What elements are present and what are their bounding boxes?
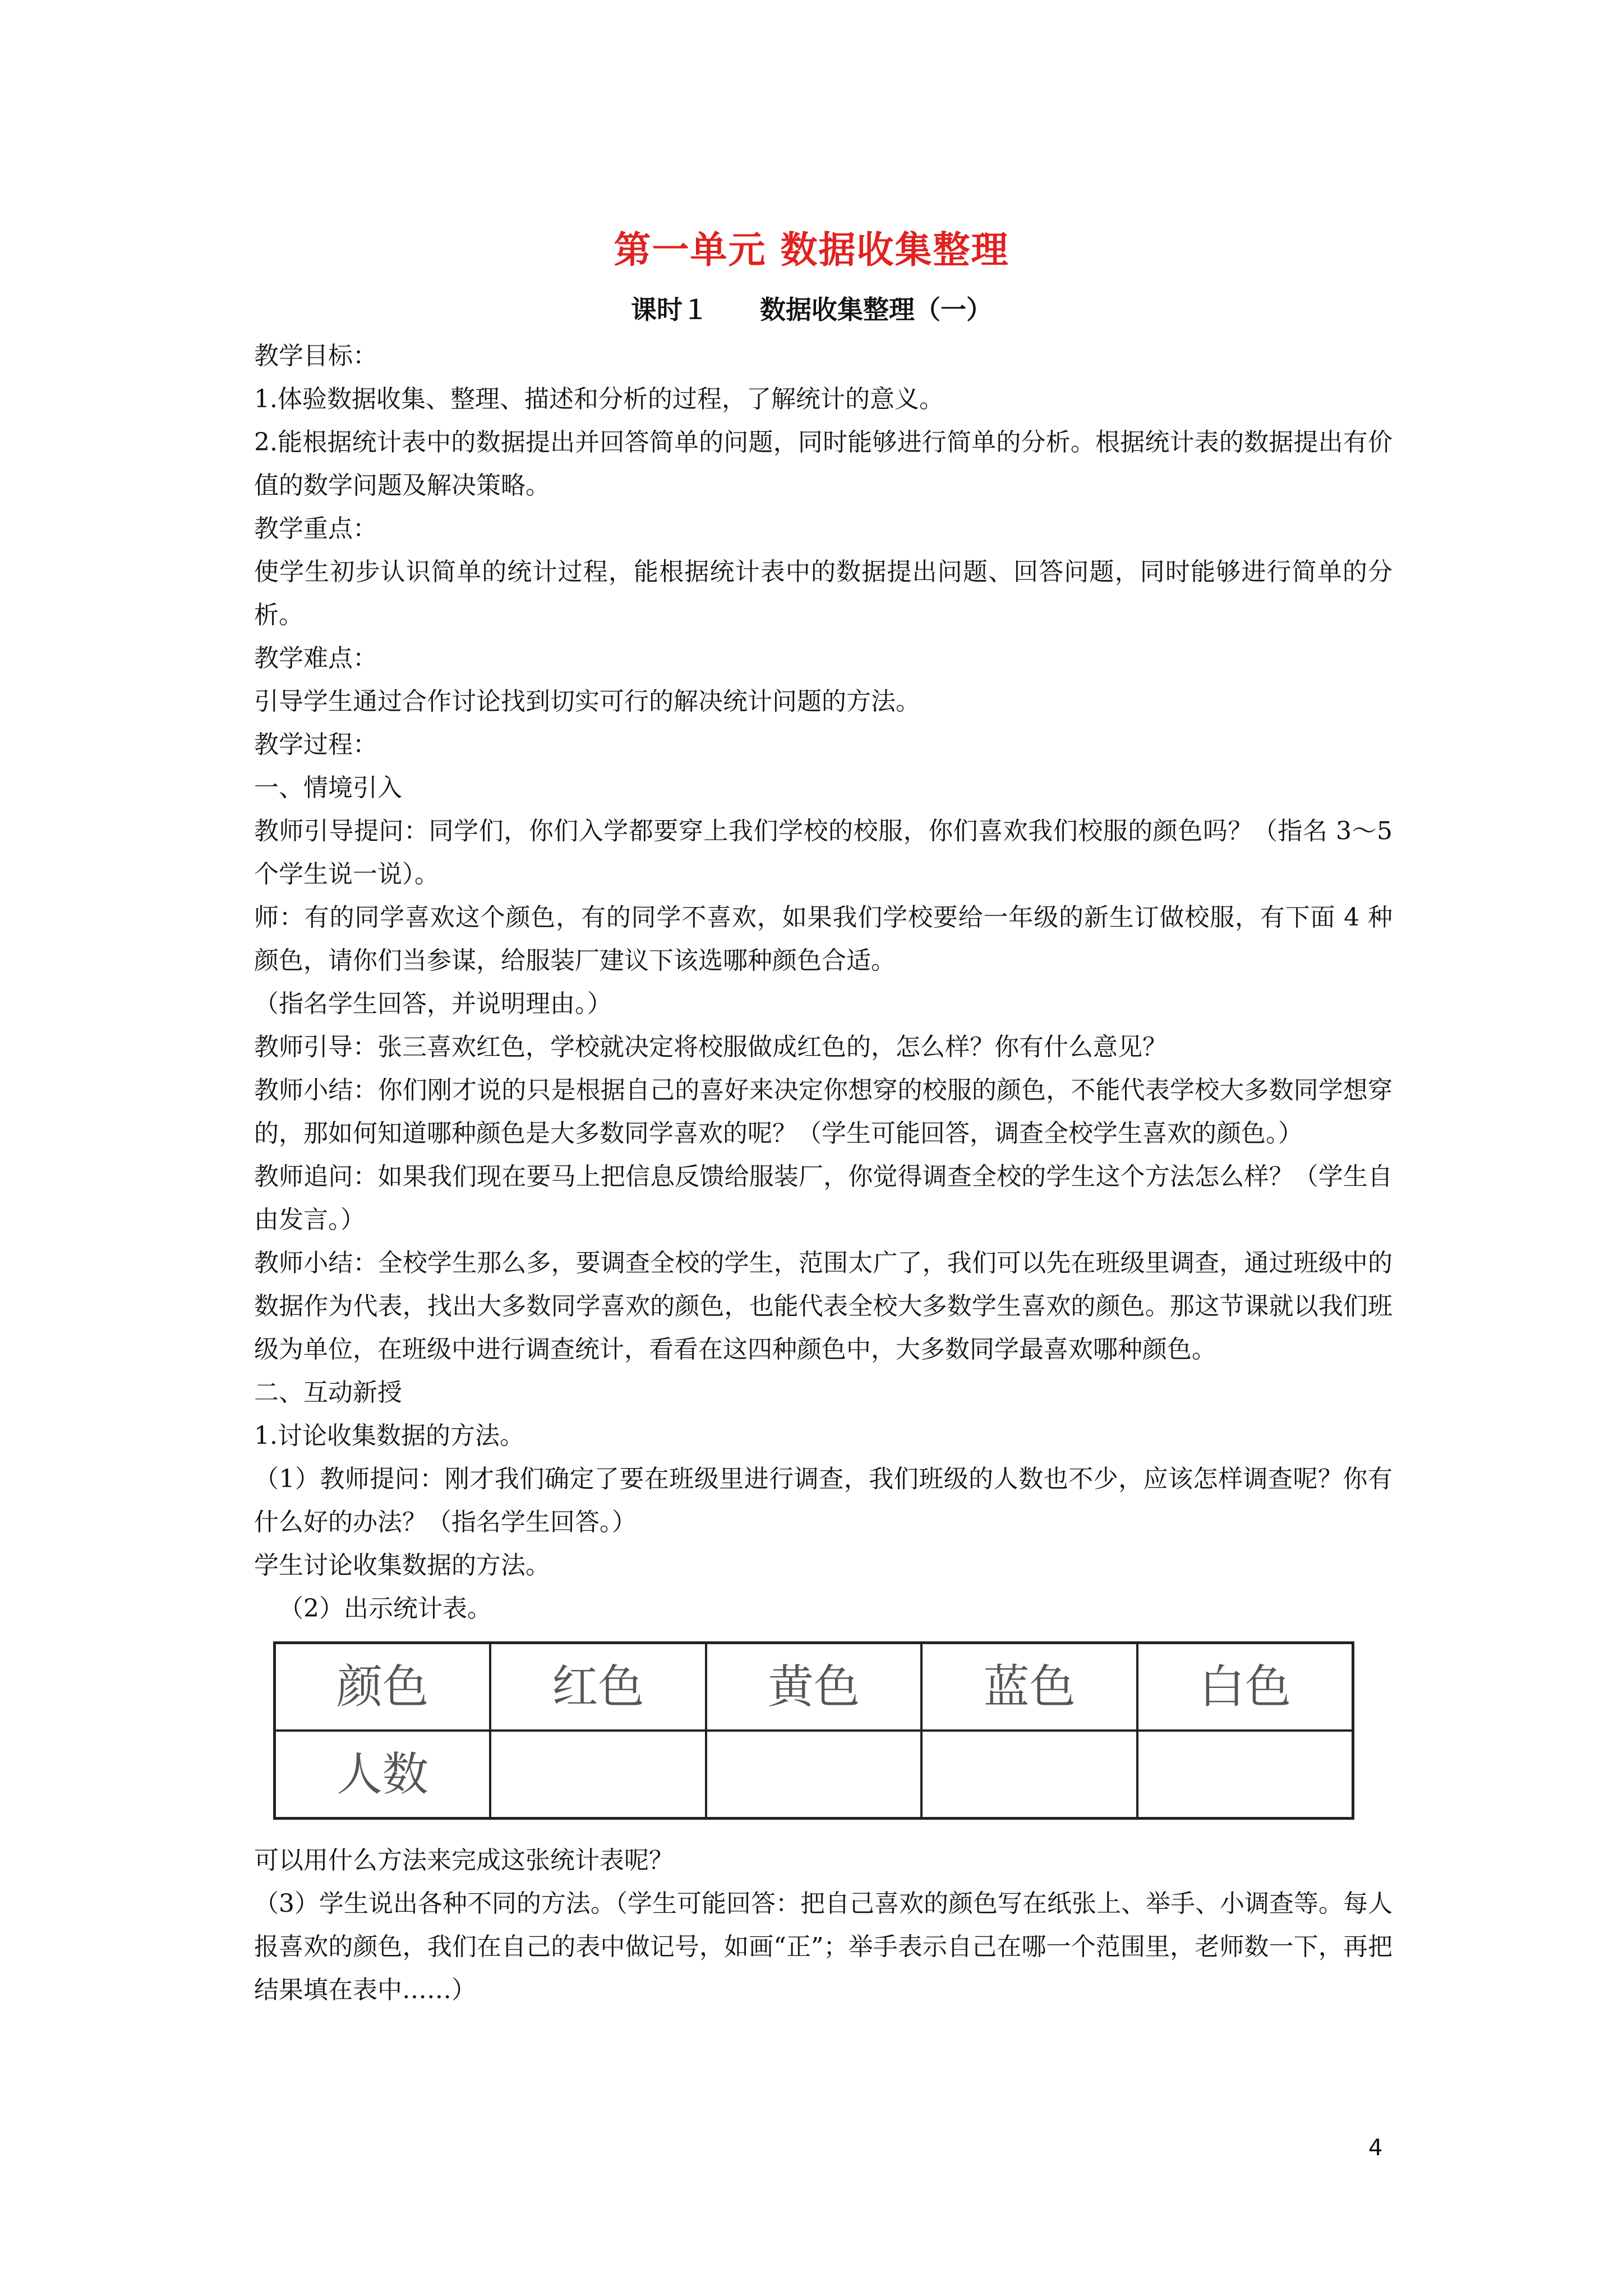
statistics-table xyxy=(273,1641,1354,1820)
paragraph: 学生讨论收集数据的方法。 xyxy=(254,1551,550,1580)
paragraph: 教师小结：你们刚才说的只是根据自己的喜好来决定你想穿的校服的颜色，不能代表学校大多数同学想穿的，那如何知道哪种颜色是大多数同学喜欢的呢？（学生可能回答，调查全校学生喜欢的颜色。） xyxy=(254,1076,1393,1148)
paragraph: 教师引导：张三喜欢红色，学校就决定将校服做成红色的，怎么样？你有什么意见？ xyxy=(254,1033,1167,1061)
paragraph: 教师小结：全校学生那么多，要调查全校的学生，范围太广了，我们可以先在班级里调查，通过班级中的数据作为代表，找出大多数同学喜欢的颜色，也能代表全校大多数学生喜欢的颜色。那这节课就以我们班级为单位，在班级中进行调查统计，看看在这四种颜色中，大多数同学最喜欢哪种颜色。 xyxy=(254,1249,1393,1364)
paragraph: 引导学生通过合作讨论找到切实可行的解决统计问题的方法。 xyxy=(254,687,920,716)
table-header-cell: 白色 xyxy=(1137,1643,1353,1731)
paragraph: （2）出示统计表。 xyxy=(279,1594,492,1623)
table-cell-empty xyxy=(1137,1731,1353,1819)
page-title: 第一单元 数据收集整理 xyxy=(614,228,1009,272)
paragraph: 师：有的同学喜欢这个颜色，有的同学不喜欢，如果我们学校要给一年级的新生订做校服，有下面 4 种颜色，请你们当参谋，给服装厂建议下该选哪种颜色合适。 xyxy=(254,903,1393,975)
paragraph: 1.体验数据收集、整理、描述和分析的过程，了解统计的意义。 xyxy=(254,385,944,413)
table-cell-empty xyxy=(490,1731,706,1819)
paragraph: 2.能根据统计表中的数据提出并回答简单的问题，同时能够进行简单的分析。根据统计表的数据提出有价值的数学问题及解决策略。 xyxy=(254,428,1393,500)
section-heading-process: 教学过程： xyxy=(254,730,377,759)
table-header-cell: 蓝色 xyxy=(921,1643,1137,1731)
table-header-row xyxy=(275,1643,1353,1731)
table-header-cell: 颜色 xyxy=(275,1643,491,1731)
paragraph: 教师引导提问：同学们，你们入学都要穿上我们学校的校服，你们喜欢我们校服的颜色吗？（指名 3～5 个学生说一说）。 xyxy=(254,817,1393,889)
table-row-label: 人数 xyxy=(275,1731,491,1819)
table-header-cell: 黄色 xyxy=(706,1643,922,1731)
table-row xyxy=(275,1731,1353,1819)
paragraph: （3）学生说出各种不同的方法。（学生可能回答：把自己喜欢的颜色写在纸张上、举手、小调查等。每人报喜欢的颜色，我们在自己的表中做记号，如画“正”；举手表示自己在哪一个范围里，老师数一下，再把结果填在表中……） xyxy=(254,1889,1393,2004)
table-cell-empty xyxy=(706,1731,922,1819)
statistics-table-wrap xyxy=(273,1641,1393,1820)
paragraph: 使学生初步认识简单的统计过程，能根据统计表中的数据提出问题、回答问题，同时能够进行简单的分析。 xyxy=(254,558,1393,629)
section-heading-interactive: 二、互动新授 xyxy=(254,1378,402,1407)
page-number: 4 xyxy=(1368,2135,1383,2161)
lesson-title: 课时１ 数据收集整理（一） xyxy=(631,295,992,325)
section-heading-difficulties: 教学难点： xyxy=(254,644,377,673)
paragraph: 教师追问：如果我们现在要马上把信息反馈给服装厂，你觉得调查全校的学生这个方法怎么样？（学生自由发言。） xyxy=(254,1162,1393,1234)
section-heading-key-points: 教学重点： xyxy=(254,514,377,543)
section-heading-goals: 教学目标： xyxy=(254,342,377,370)
paragraph: （指名学生回答，并说明理由。） xyxy=(254,990,612,1018)
paragraph: 1.讨论收集数据的方法。 xyxy=(254,1421,524,1450)
paragraph: （1）教师提问：刚才我们确定了要在班级里进行调查，我们班级的人数也不少，应该怎样调查呢？你有什么好的办法？（指名学生回答。） xyxy=(254,1465,1393,1536)
document-body xyxy=(254,334,1393,2012)
paragraph: 可以用什么方法来完成这张统计表呢？ xyxy=(254,1846,674,1875)
section-heading-intro: 一、情境引入 xyxy=(254,774,402,802)
table-cell-empty xyxy=(921,1731,1137,1819)
table-header-cell: 红色 xyxy=(490,1643,706,1731)
